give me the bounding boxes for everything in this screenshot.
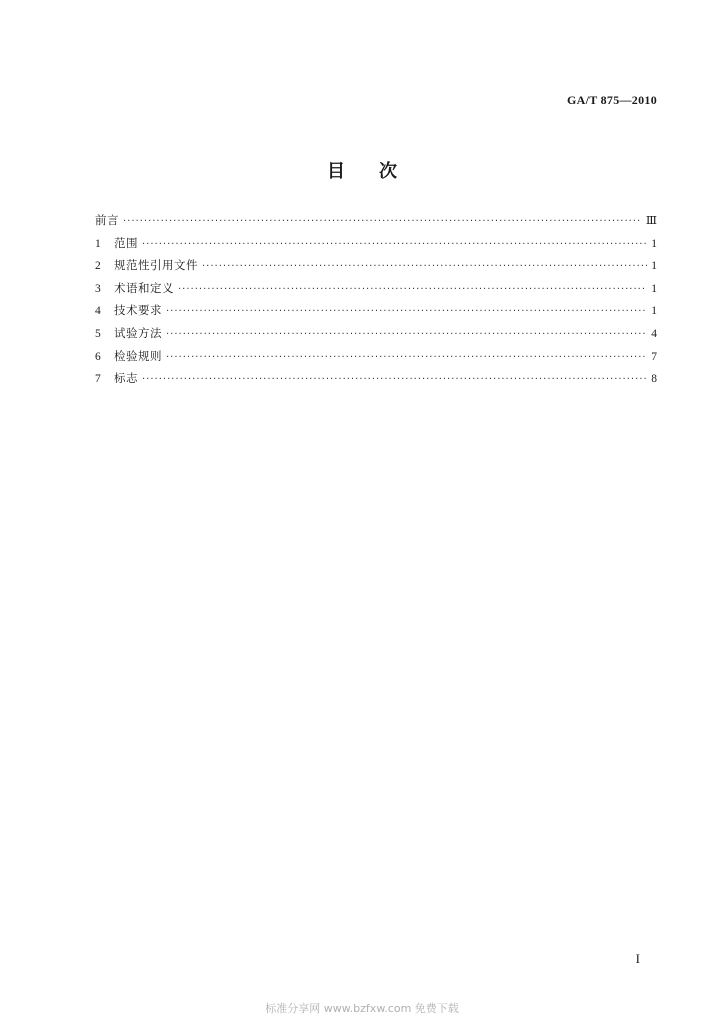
toc-title-char-2: 次 [379, 161, 397, 182]
toc-entry-number: 7 [95, 373, 101, 386]
toc-entry-number: 2 [95, 260, 101, 273]
toc-entry-page: 8 [651, 373, 657, 386]
toc-entry-number: 6 [95, 350, 101, 363]
toc-entry-label: 检验规则 [114, 348, 162, 363]
toc-entry-number: 1 [95, 237, 101, 250]
toc-list [95, 212, 657, 393]
toc-entry-page: 7 [651, 350, 657, 363]
toc-entry-label: 范围 [114, 235, 138, 250]
toc-entry-number: 4 [95, 305, 101, 318]
toc-leader-dots [166, 329, 647, 340]
toc-entry-normative-references[interactable] [95, 257, 657, 280]
toc-entry-label: 试验方法 [114, 325, 162, 340]
watermark: 标准分享网 www.bzfxw.com 免费下载 [265, 1002, 459, 1015]
toc-title [0, 157, 724, 183]
toc-entry-page: 1 [651, 260, 657, 273]
toc-entry-page: 4 [651, 327, 657, 340]
toc-entry-terms-definitions[interactable] [95, 280, 657, 303]
toc-leader-dots [142, 239, 647, 250]
toc-leader-dots [202, 261, 647, 272]
toc-entry-page: 1 [651, 237, 657, 250]
toc-entry-foreword[interactable] [95, 212, 657, 235]
toc-leader-dots [142, 374, 647, 385]
toc-entry-marking[interactable] [95, 370, 657, 393]
toc-entry-number: 3 [95, 282, 101, 295]
toc-entry-page: Ⅲ [645, 215, 657, 227]
toc-entry-label: 技术要求 [114, 303, 162, 318]
toc-leader-dots [166, 306, 647, 317]
toc-entry-label: 术语和定义 [114, 280, 174, 295]
toc-leader-dots [166, 352, 647, 363]
toc-entry-scope[interactable] [95, 235, 657, 258]
toc-entry-label: 标志 [114, 371, 138, 386]
toc-entry-technical-requirements[interactable] [95, 302, 657, 325]
toc-entry-page: 1 [651, 305, 657, 318]
toc-entry-label: 前言 [95, 213, 119, 227]
toc-entry-number: 5 [95, 327, 101, 340]
standard-number: GA/T 875—2010 [566, 93, 657, 107]
toc-entry-label: 规范性引用文件 [114, 258, 198, 273]
toc-entry-page: 1 [651, 282, 657, 295]
toc-entry-inspection-rules[interactable] [95, 348, 657, 371]
page-number: I [635, 951, 640, 966]
toc-leader-dots [178, 284, 647, 295]
toc-leader-dots [123, 216, 642, 227]
toc-title-char-1: 目 [327, 161, 345, 182]
toc-entry-test-methods[interactable] [95, 325, 657, 348]
